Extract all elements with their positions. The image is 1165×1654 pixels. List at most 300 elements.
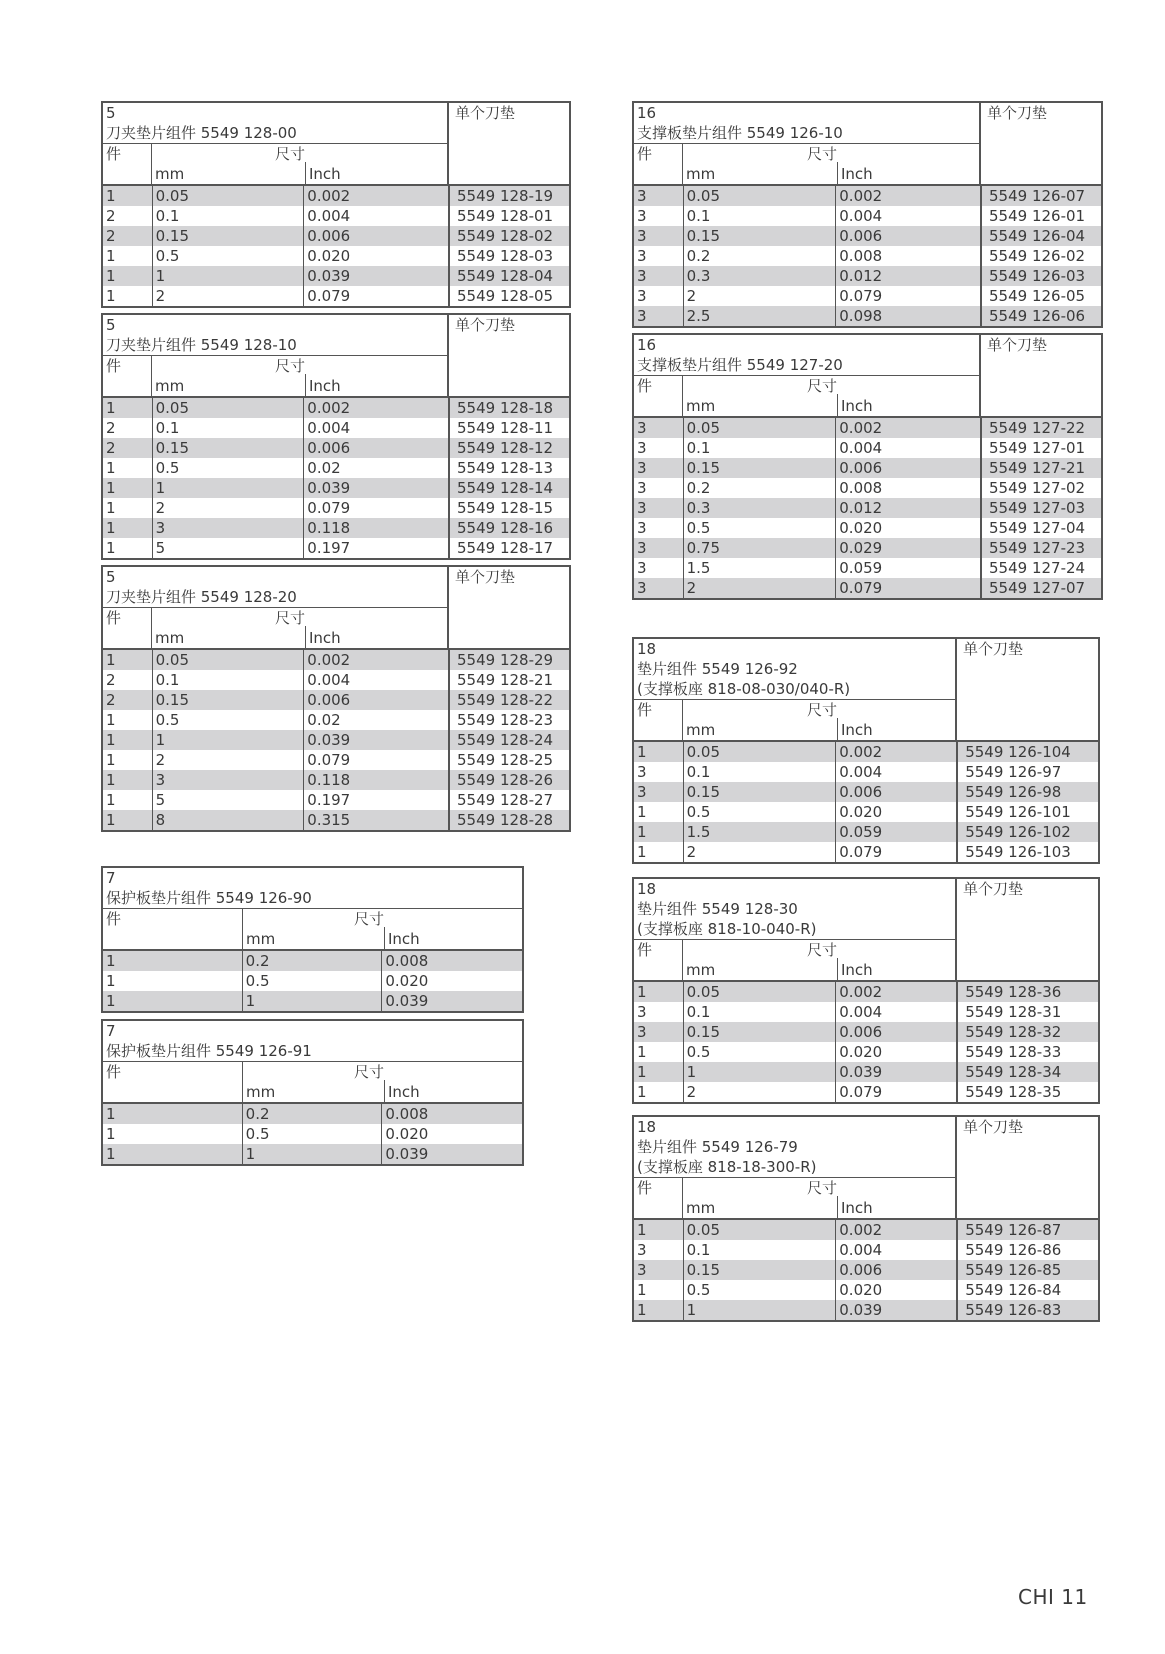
inch-cell: 0.002 (303, 398, 448, 418)
mm-cell: 0.1 (683, 1002, 836, 1022)
qty-cell: 3 (637, 227, 647, 245)
mm-cell: 0.05 (683, 418, 836, 438)
qty-header: 件 (634, 376, 683, 416)
mm-cell: 0.2 (242, 1104, 382, 1124)
kit-title: 刀夹垫片组件 5549 128-20 (106, 588, 297, 606)
table-row (103, 690, 569, 710)
inch-cell: 0.004 (835, 1002, 956, 1022)
qty-header: 件 (103, 1062, 243, 1102)
inch-cell: 0.002 (835, 1220, 956, 1240)
table-row (634, 742, 1098, 762)
table-header (103, 1021, 522, 1104)
table-row (634, 186, 1101, 206)
mm-cell: 0.5 (242, 1124, 382, 1144)
table-row (103, 398, 569, 418)
mm-cell: 1 (152, 730, 304, 750)
part-number-cell: 5549 128-16 (448, 518, 569, 538)
mm-header: mm (155, 165, 185, 183)
inch-cell: 0.008 (835, 246, 980, 266)
qty-cell: 3 (637, 439, 647, 457)
inch-header: Inch (305, 626, 447, 648)
part-number-cell: 5549 128-34 (956, 1062, 1098, 1082)
table-title-block (634, 1117, 955, 1178)
mm-cell: 1 (152, 266, 304, 286)
table-title-block (634, 639, 955, 700)
dimension-header: 尺寸 (807, 145, 838, 163)
table-row (634, 266, 1101, 286)
mm-header: mm (686, 165, 716, 183)
qty-cell: 1 (106, 459, 116, 477)
inch-cell: 0.02 (303, 458, 448, 478)
qty-header: 件 (103, 909, 243, 949)
mm-cell: 2 (683, 286, 836, 306)
table-title-block (634, 879, 955, 940)
qty-cell: 1 (106, 711, 116, 729)
part-number-cell: 5549 126-87 (956, 1220, 1098, 1240)
part-number-cell: 5549 127-07 (980, 578, 1101, 598)
part-number-cell: 5549 128-04 (448, 266, 569, 286)
inch-cell: 0.002 (303, 186, 448, 206)
shim-kit-table (632, 637, 1100, 864)
mm-cell: 0.5 (683, 802, 836, 822)
inch-cell: 0.020 (303, 246, 448, 266)
position-number: 16 (637, 104, 657, 122)
position-number: 18 (637, 640, 657, 658)
inch-cell: 0.004 (835, 762, 956, 782)
table-title-block (634, 103, 979, 144)
inch-cell: 0.006 (835, 782, 956, 802)
part-number-cell: 5549 126-98 (956, 782, 1098, 802)
part-number-cell: 5549 128-29 (448, 650, 569, 670)
part-number-cell: 5549 127-23 (980, 538, 1101, 558)
mm-cell: 1.5 (683, 558, 836, 578)
position-number: 5 (106, 104, 116, 122)
inch-header: Inch (384, 927, 522, 949)
inch-cell: 0.006 (835, 1260, 956, 1280)
dimension-header: 尺寸 (275, 609, 306, 627)
mm-cell: 2 (152, 498, 304, 518)
table-row (634, 286, 1101, 306)
inch-cell: 0.002 (835, 186, 980, 206)
mm-cell: 2 (152, 750, 304, 770)
inch-header: Inch (305, 374, 447, 396)
part-number-cell: 5549 128-17 (448, 538, 569, 558)
table-row (103, 186, 569, 206)
position-number: 5 (106, 316, 116, 334)
mm-cell: 1 (242, 991, 382, 1011)
mm-header: mm (686, 721, 716, 739)
table-header (103, 868, 522, 951)
qty-cell: 1 (106, 1145, 116, 1163)
table-row (634, 1062, 1098, 1082)
qty-cell: 3 (637, 1261, 647, 1279)
table-row (103, 246, 569, 266)
kit-title: 垫片组件 5549 126-92 (637, 660, 798, 678)
qty-cell: 1 (637, 1221, 647, 1239)
part-number-cell: 5549 126-01 (980, 206, 1101, 226)
table-row (634, 518, 1101, 538)
inch-cell: 0.008 (381, 1104, 522, 1124)
inch-cell: 0.039 (835, 1062, 956, 1082)
part-number-cell: 5549 126-104 (956, 742, 1098, 762)
inch-cell: 0.012 (835, 266, 980, 286)
inch-cell: 0.039 (381, 991, 522, 1011)
part-number-cell: 5549 128-23 (448, 710, 569, 730)
position-number: 18 (637, 1118, 657, 1136)
mm-cell: 0.05 (152, 398, 304, 418)
table-row (634, 226, 1101, 246)
table-row (103, 206, 569, 226)
qty-header: 件 (103, 144, 152, 184)
table-row (634, 762, 1098, 782)
part-number-cell: 5549 128-11 (448, 418, 569, 438)
mm-cell: 2 (683, 578, 836, 598)
table-row (103, 730, 569, 750)
inch-cell: 0.002 (835, 742, 956, 762)
single-shim-header: 单个刀垫 (955, 639, 1098, 740)
mm-cell: 1.5 (683, 822, 836, 842)
table-header (103, 315, 569, 398)
inch-cell: 0.039 (835, 1300, 956, 1320)
qty-header: 件 (634, 144, 683, 184)
table-row (634, 822, 1098, 842)
mm-header: mm (686, 1199, 716, 1217)
shim-kit-table (101, 866, 524, 1013)
table-row (103, 951, 522, 971)
inch-cell: 0.079 (835, 1082, 956, 1102)
inch-cell: 0.079 (835, 286, 980, 306)
inch-cell: 0.004 (835, 438, 980, 458)
table-row (103, 971, 522, 991)
qty-cell: 3 (637, 579, 647, 597)
mm-cell: 0.05 (683, 742, 836, 762)
table-row (634, 1280, 1098, 1300)
mm-cell: 0.5 (683, 1280, 836, 1300)
part-number-cell: 5549 127-03 (980, 498, 1101, 518)
inch-cell: 0.006 (303, 438, 448, 458)
qty-cell: 1 (106, 972, 116, 990)
part-number-cell: 5549 128-24 (448, 730, 569, 750)
part-number-cell: 5549 128-28 (448, 810, 569, 830)
qty-header: 件 (103, 608, 152, 648)
part-number-cell: 5549 128-12 (448, 438, 569, 458)
inch-cell: 0.020 (835, 802, 956, 822)
inch-cell: 0.079 (303, 498, 448, 518)
single-shim-header: 单个刀垫 (979, 103, 1101, 184)
inch-cell: 0.020 (381, 971, 522, 991)
mm-cell: 1 (683, 1062, 836, 1082)
part-number-cell: 5549 126-06 (980, 306, 1101, 326)
inch-cell: 0.315 (303, 810, 448, 830)
mm-cell: 0.5 (683, 1042, 836, 1062)
part-number-cell: 5549 128-26 (448, 770, 569, 790)
part-number-cell: 5549 126-103 (956, 842, 1098, 862)
qty-cell: 1 (637, 1063, 647, 1081)
table-row (103, 650, 569, 670)
table-row (103, 286, 569, 306)
inch-cell: 0.004 (303, 206, 448, 226)
table-row (103, 1124, 522, 1144)
inch-cell: 0.039 (381, 1144, 522, 1164)
mm-cell: 0.15 (152, 690, 304, 710)
kit-subtitle: (支撑板座 818-18-300-R) (637, 1158, 817, 1176)
qty-cell: 1 (106, 731, 116, 749)
part-number-cell: 5549 126-86 (956, 1240, 1098, 1260)
qty-cell: 1 (637, 843, 647, 861)
dimension-header: 尺寸 (354, 910, 385, 928)
kit-title: 垫片组件 5549 128-30 (637, 900, 798, 918)
part-number-cell: 5549 126-07 (980, 186, 1101, 206)
qty-cell: 3 (637, 419, 647, 437)
mm-cell: 0.5 (152, 246, 304, 266)
inch-cell: 0.006 (303, 226, 448, 246)
table-row (634, 438, 1101, 458)
mm-cell: 1 (683, 1300, 836, 1320)
inch-header: Inch (837, 394, 979, 416)
qty-cell: 3 (637, 519, 647, 537)
table-row (634, 206, 1101, 226)
qty-cell: 1 (637, 983, 647, 1001)
qty-cell: 3 (637, 267, 647, 285)
qty-cell: 3 (637, 539, 647, 557)
table-row (634, 306, 1101, 326)
shim-kit-table (632, 333, 1103, 600)
qty-cell: 1 (106, 811, 116, 829)
inch-cell: 0.006 (835, 458, 980, 478)
mm-cell: 0.15 (683, 226, 836, 246)
part-number-cell: 5549 128-27 (448, 790, 569, 810)
inch-header: Inch (305, 162, 447, 184)
inch-cell: 0.002 (835, 418, 980, 438)
table-row (634, 782, 1098, 802)
qty-cell: 1 (106, 992, 116, 1010)
mm-cell: 5 (152, 538, 304, 558)
table-row (634, 982, 1098, 1002)
table-row (634, 1042, 1098, 1062)
qty-cell: 1 (637, 803, 647, 821)
inch-cell: 0.098 (835, 306, 980, 326)
mm-cell: 2 (683, 1082, 836, 1102)
qty-cell: 3 (637, 207, 647, 225)
part-number-cell: 5549 128-14 (448, 478, 569, 498)
table-header (103, 567, 569, 650)
qty-cell: 1 (106, 287, 116, 305)
qty-cell: 1 (106, 539, 116, 557)
table-row (103, 266, 569, 286)
inch-cell: 0.020 (381, 1124, 522, 1144)
part-number-cell: 5549 126-97 (956, 762, 1098, 782)
qty-cell: 3 (637, 187, 647, 205)
single-shim-header: 单个刀垫 (447, 567, 569, 648)
qty-cell: 1 (106, 771, 116, 789)
part-number-cell: 5549 126-02 (980, 246, 1101, 266)
part-number-cell: 5549 127-22 (980, 418, 1101, 438)
inch-cell: 0.02 (303, 710, 448, 730)
table-row (103, 226, 569, 246)
inch-cell: 0.020 (835, 518, 980, 538)
table-row (103, 478, 569, 498)
inch-cell: 0.059 (835, 558, 980, 578)
kit-title: 刀夹垫片组件 5549 128-10 (106, 336, 297, 354)
qty-cell: 3 (637, 763, 647, 781)
mm-cell: 0.15 (683, 458, 836, 478)
shim-kit-table (632, 101, 1103, 328)
table-header (634, 879, 1098, 982)
inch-cell: 0.012 (835, 498, 980, 518)
mm-cell: 0.05 (683, 1220, 836, 1240)
qty-cell: 2 (106, 691, 116, 709)
table-row (634, 1220, 1098, 1240)
qty-cell: 1 (106, 1125, 116, 1143)
mm-cell: 0.1 (152, 670, 304, 690)
table-row (103, 438, 569, 458)
table-row (103, 458, 569, 478)
qty-cell: 1 (106, 247, 116, 265)
table-title-block (103, 103, 447, 144)
inch-cell: 0.008 (835, 478, 980, 498)
mm-cell: 0.1 (683, 762, 836, 782)
qty-header: 件 (634, 940, 683, 980)
qty-cell: 2 (106, 227, 116, 245)
table-row (634, 1240, 1098, 1260)
qty-header: 件 (634, 700, 683, 740)
position-number: 7 (106, 1022, 116, 1040)
kit-title: 保护板垫片组件 5549 126-91 (106, 1042, 312, 1060)
qty-cell: 1 (637, 823, 647, 841)
kit-subtitle: (支撑板座 818-10-040-R) (637, 920, 817, 938)
part-number-cell: 5549 128-01 (448, 206, 569, 226)
table-row (634, 458, 1101, 478)
mm-cell: 1 (242, 1144, 382, 1164)
table-row (634, 1002, 1098, 1022)
position-number: 5 (106, 568, 116, 586)
qty-cell: 1 (637, 1043, 647, 1061)
qty-cell: 3 (637, 1023, 647, 1041)
table-row (103, 538, 569, 558)
mm-cell: 0.15 (683, 1022, 836, 1042)
part-number-cell: 5549 128-05 (448, 286, 569, 306)
part-number-cell: 5549 128-36 (956, 982, 1098, 1002)
part-number-cell: 5549 128-22 (448, 690, 569, 710)
table-header (634, 639, 1098, 742)
table-row (634, 1300, 1098, 1320)
dimension-header: 尺寸 (807, 701, 838, 719)
qty-cell: 1 (106, 751, 116, 769)
shim-kit-table (101, 565, 571, 832)
part-number-cell: 5549 128-31 (956, 1002, 1098, 1022)
page-number: CHI 11 (1018, 1585, 1088, 1609)
part-number-cell: 5549 127-04 (980, 518, 1101, 538)
inch-header: Inch (837, 958, 955, 980)
table-header (634, 335, 1101, 418)
table-row (634, 558, 1101, 578)
mm-cell: 0.1 (152, 418, 304, 438)
qty-cell: 1 (106, 187, 116, 205)
kit-title: 垫片组件 5549 126-79 (637, 1138, 798, 1156)
inch-cell: 0.079 (303, 750, 448, 770)
mm-cell: 0.5 (152, 710, 304, 730)
table-row (634, 1022, 1098, 1042)
qty-cell: 3 (637, 499, 647, 517)
mm-cell: 0.2 (242, 951, 382, 971)
part-number-cell: 5549 126-83 (956, 1300, 1098, 1320)
table-row (634, 802, 1098, 822)
qty-cell: 3 (637, 1003, 647, 1021)
inch-cell: 0.006 (835, 226, 980, 246)
mm-cell: 3 (152, 770, 304, 790)
part-number-cell: 5549 126-102 (956, 822, 1098, 842)
inch-cell: 0.039 (303, 478, 448, 498)
inch-cell: 0.118 (303, 770, 448, 790)
shim-kit-table (101, 101, 571, 308)
inch-cell: 0.006 (835, 1022, 956, 1042)
inch-header: Inch (837, 162, 979, 184)
table-title-block (103, 567, 447, 608)
part-number-cell: 5549 128-19 (448, 186, 569, 206)
single-shim-header: 单个刀垫 (979, 335, 1101, 416)
dimension-header: 尺寸 (275, 357, 306, 375)
inch-cell: 0.004 (835, 206, 980, 226)
shim-kit-table (632, 877, 1100, 1104)
mm-header: mm (246, 1083, 276, 1101)
inch-cell: 0.002 (303, 650, 448, 670)
inch-cell: 0.004 (303, 418, 448, 438)
inch-cell: 0.079 (303, 286, 448, 306)
kit-subtitle: (支撑板座 818-08-030/040-R) (637, 680, 851, 698)
qty-cell: 1 (106, 267, 116, 285)
table-row (103, 991, 522, 1011)
dimension-header: 尺寸 (807, 941, 838, 959)
part-number-cell: 5549 128-21 (448, 670, 569, 690)
mm-cell: 2 (152, 286, 304, 306)
mm-cell: 0.2 (683, 246, 836, 266)
qty-cell: 2 (106, 671, 116, 689)
table-row (634, 578, 1101, 598)
table-header (634, 1117, 1098, 1220)
mm-cell: 3 (152, 518, 304, 538)
dimension-header: 尺寸 (354, 1063, 385, 1081)
part-number-cell: 5549 128-03 (448, 246, 569, 266)
mm-cell: 0.05 (152, 650, 304, 670)
shim-kit-table (632, 1115, 1100, 1322)
table-row (103, 418, 569, 438)
mm-cell: 0.3 (683, 266, 836, 286)
qty-cell: 1 (637, 1301, 647, 1319)
inch-cell: 0.079 (835, 578, 980, 598)
table-row (634, 1260, 1098, 1280)
inch-cell: 0.197 (303, 538, 448, 558)
mm-cell: 0.1 (152, 206, 304, 226)
table-row (103, 1104, 522, 1124)
qty-cell: 1 (106, 651, 116, 669)
qty-header: 件 (103, 356, 152, 396)
mm-header: mm (155, 629, 185, 647)
inch-cell: 0.039 (303, 730, 448, 750)
table-row (103, 790, 569, 810)
table-row (634, 1082, 1098, 1102)
qty-cell: 3 (637, 479, 647, 497)
mm-cell: 0.05 (683, 982, 836, 1002)
inch-cell: 0.029 (835, 538, 980, 558)
table-title-block (103, 1021, 522, 1062)
qty-cell: 1 (106, 791, 116, 809)
table-row (103, 1144, 522, 1164)
position-number: 18 (637, 880, 657, 898)
table-row (634, 842, 1098, 862)
mm-cell: 5 (152, 790, 304, 810)
qty-cell: 3 (637, 459, 647, 477)
part-number-cell: 5549 126-03 (980, 266, 1101, 286)
